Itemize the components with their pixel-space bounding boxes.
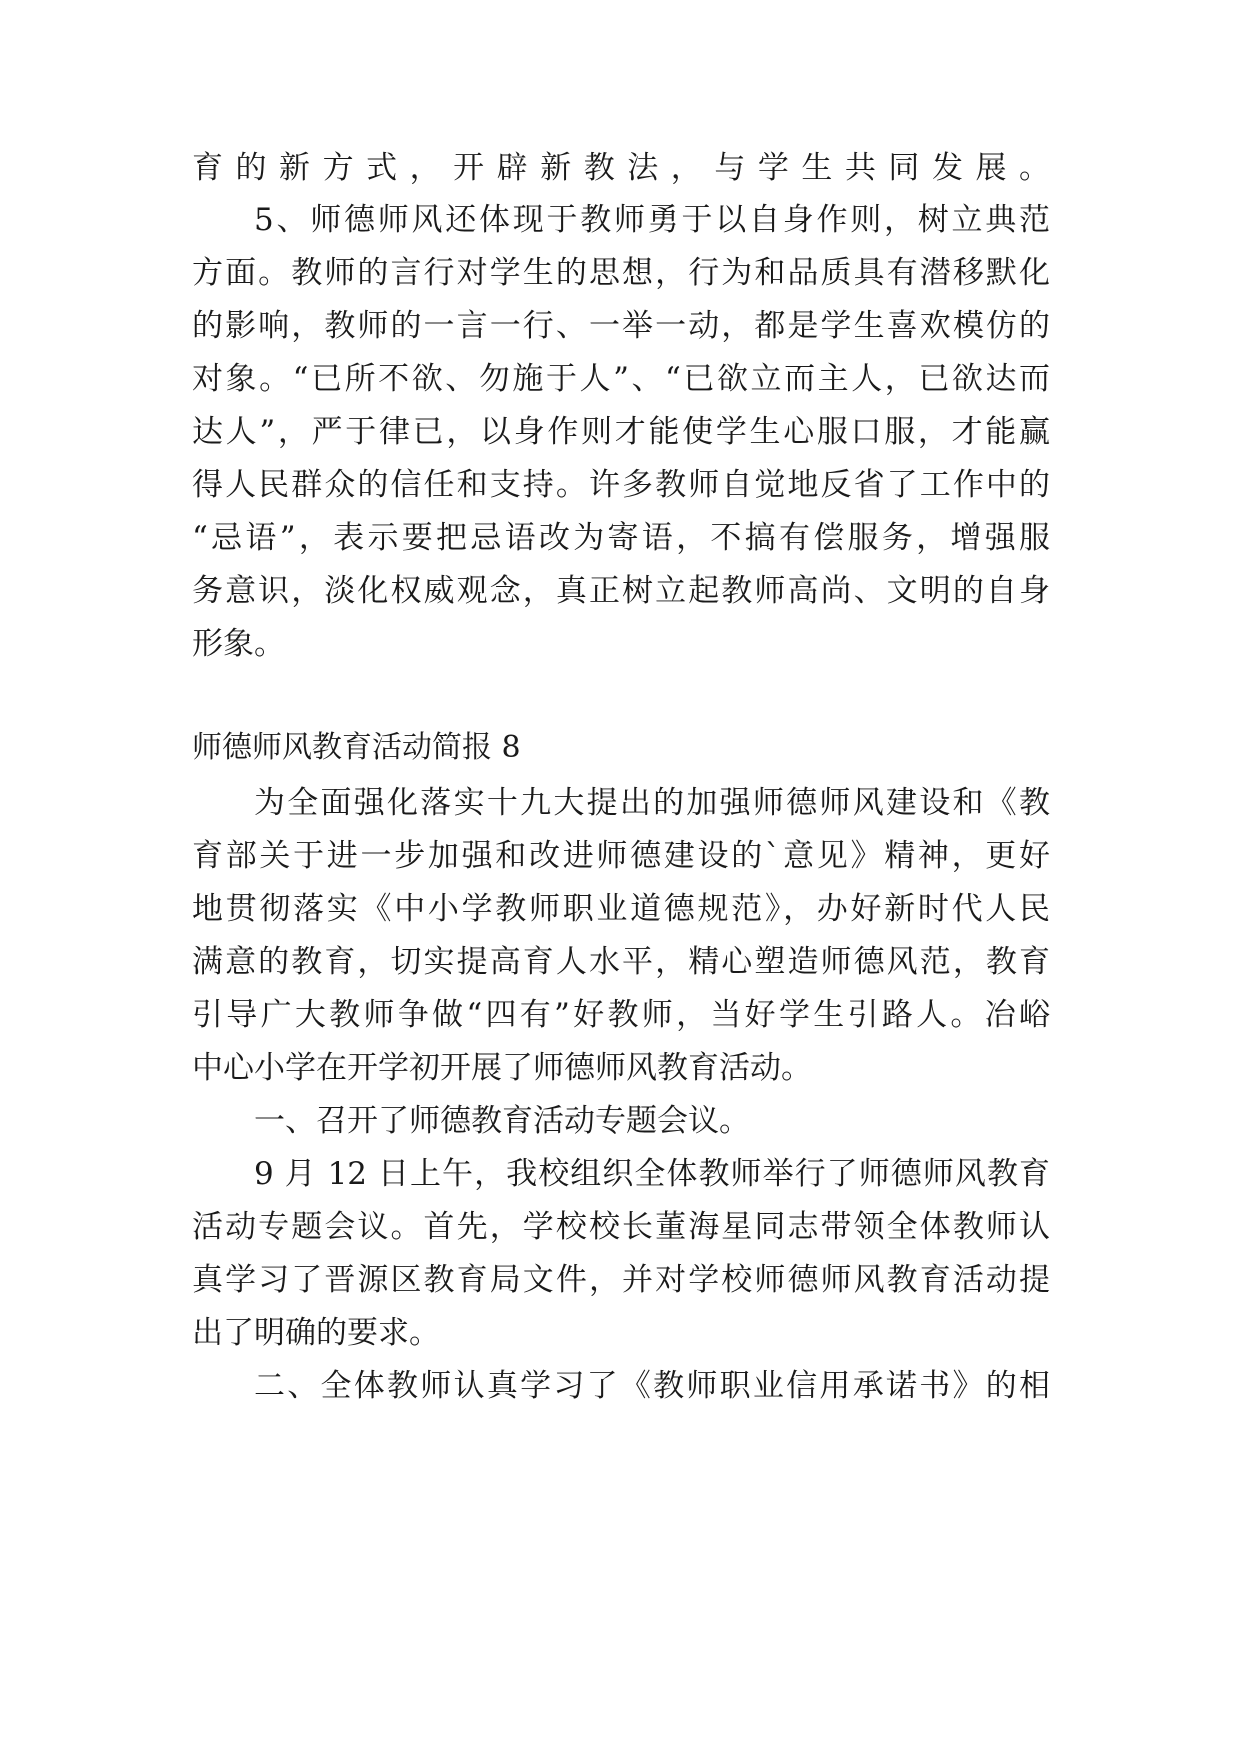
paragraph-line: 中心小学在开学初开展了师德师风教育活动。 [192,1050,812,1086]
paragraph-line: 达人”，严于律已，以身作则才能使学生心服口服，才能赢 [192,414,1050,450]
section-heading: 二、全体教师认真学习了《教师职业信用承诺书》的相 [254,1368,1050,1404]
paragraph-line: 地贯彻落实《中小学教师职业道德规范》，办好新时代人民 [192,891,1050,927]
paragraph-line: 务意识，淡化权威观念，真正树立起教师高尚、文明的自身 [192,573,1050,609]
section-title: 师德师风教育活动简报 8 [192,730,521,765]
section-heading: 一、召开了师德教育活动专题会议。 [254,1103,750,1139]
paragraph-line: 满意的教育，切实提高育人水平，精心塑造师德风范，教育 [192,944,1050,980]
paragraph-line: 为全面强化落实十九大提出的加强师德师风建设和《教 [254,785,1050,821]
paragraph-line: “忌语”，表示要把忌语改为寄语，不搞有偿服务，增强服 [192,520,1050,556]
paragraph-line: 得人民群众的信任和支持。许多教师自觉地反省了工作中的 [192,467,1050,503]
paragraph-line: 9 月 12 日上午，我校组织全体教师举行了师德师风教育 [254,1156,1050,1192]
paragraph-line: 对象。“已所不欲、勿施于人”、“已欲立而主人，已欲达而 [192,361,1050,397]
paragraph-line: 活动专题会议。首先，学校校长董海星同志带领全体教师认 [192,1209,1050,1245]
paragraph-line: 育的新方式，开辟新教法，与学生共同发展。 [192,150,1050,186]
paragraph-line: 形象。 [192,626,285,662]
paragraph-line: 真学习了晋源区教育局文件，并对学校师德师风教育活动提 [192,1262,1050,1298]
paragraph-line: 的影响，教师的一言一行、一举一动，都是学生喜欢模仿的 [192,308,1050,344]
paragraph-line: 方面。教师的言行对学生的思想，行为和品质具有潜移默化 [192,255,1050,291]
paragraph-line: 育部关于进一步加强和改进师德建设的`意见》精神，更好 [192,838,1050,874]
paragraph-line: 引导广大教师争做“四有”好教师，当好学生引路人。冶峪 [192,997,1050,1033]
paragraph-line: 5、师德师风还体现于教师勇于以自身作则，树立典范 [254,202,1050,238]
paragraph-line: 出了明确的要求。 [192,1315,440,1351]
